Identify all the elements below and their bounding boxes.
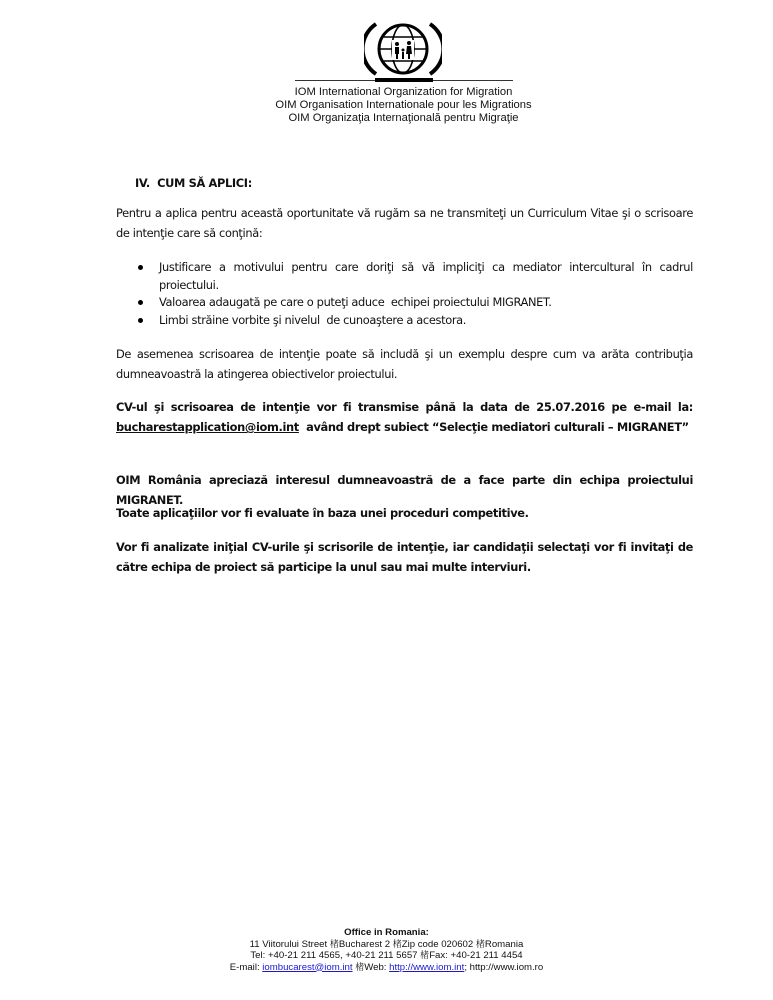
org-name-ro: OIM Organizaţia Internaţională pentru Migraţie (288, 112, 519, 124)
bullet-icon (138, 318, 143, 323)
separator-glyph: 楮 (329, 938, 339, 949)
footer-fax: Fax: +40-21 211 4454 (429, 950, 523, 961)
list-item (116, 259, 693, 294)
paragraph-example: De asemenea scrisoarea de intenţie poate să includă şi un exemplu despre cum va arăta contribuţia dumneavoastră la atingerea obiectivelor proiectului. (116, 347, 693, 381)
footer-web-extra: ; http://www.iom.ro (464, 961, 544, 973)
footer-city: Bucharest 2 (338, 938, 393, 950)
org-name-fr: OIM Organisation Internationale pour les Migrations (275, 99, 532, 111)
list-item-text: Limbi străine vorbite şi nivelul de cunoaştere a acestora. (159, 312, 467, 327)
submission-subject: având drept subiect “Selecţie mediatori culturali – MIGRANET” (298, 420, 689, 434)
footer-tel: Tel: +40-21 211 4565, +40-21 211 5657 (250, 950, 421, 961)
bullet-icon (138, 300, 143, 305)
iom-logo (364, 18, 442, 80)
footer-email-label: E-mail: (229, 961, 263, 973)
footer-address (150, 939, 623, 951)
list-item (116, 312, 693, 330)
paragraph-evaluation: Toate aplicaţiilor vor fi evaluate în baza unei proceduri competitive. (116, 506, 529, 520)
org-name-en: IOM International Organization for Migration (294, 86, 513, 98)
footer-email-link[interactable]: iombucarest@iom.int (262, 961, 353, 973)
footer-street: 11 Viitorului Street (249, 938, 330, 950)
paragraph-interviews: Vor fi analizate iniţial CV-urile şi scrisorile de intenţie, iar candidaţii selectaţi vor fi invitaţi de către echipa de proiect să participe la unul sau mai multe interviuri. (116, 540, 693, 574)
footer-zip: Zip code 020602 (401, 938, 476, 950)
list-item-text: Justificare a motivului pentru care doriţi să vă impliciţi ca mediator intercultural în cadrul proiectului. (159, 260, 693, 292)
footer-web-link[interactable]: http://www.iom.int (389, 961, 465, 973)
footer-title: Office in Romania: (344, 927, 429, 938)
separator-glyph: 楮 (475, 938, 485, 949)
footer-contact (150, 962, 623, 974)
intro-paragraph: Pentru a aplica pentru această oportunitate vă rugăm sa ne transmiteţi un Curriculum Vitae şi o scrisoare de intenţie care să conţină: (116, 206, 693, 240)
paragraph-submission (116, 397, 693, 437)
footer-phone (150, 950, 623, 962)
application-email-link[interactable]: bucharestapplication@iom.int (116, 420, 299, 434)
separator-glyph: 楮 (392, 938, 402, 949)
paragraph-appreciation: OIM România apreciază interesul dumneavoastră de a face parte din echipa proiectului MIGRANET. (116, 473, 693, 507)
bullet-icon (138, 265, 143, 270)
separator-glyph: 楮 (355, 961, 365, 972)
list-item (116, 294, 693, 312)
list-item-text: Valoarea adaugată pe care o puteţi aduce echipei proiectului MIGRANET. (159, 295, 552, 309)
requirements-list (116, 259, 693, 329)
separator-glyph: 楮 (420, 950, 430, 960)
submission-text: CV-ul şi scrisoarea de intenţie vor fi transmise până la data de 25.07.2016 pe e-mail la: (116, 400, 693, 414)
footer-country: Romania (484, 938, 524, 950)
footer-web-label: Web: (364, 961, 390, 973)
header-rule-bar (375, 78, 433, 82)
section-heading: IV. CUM SĂ APLICI: (135, 176, 252, 190)
